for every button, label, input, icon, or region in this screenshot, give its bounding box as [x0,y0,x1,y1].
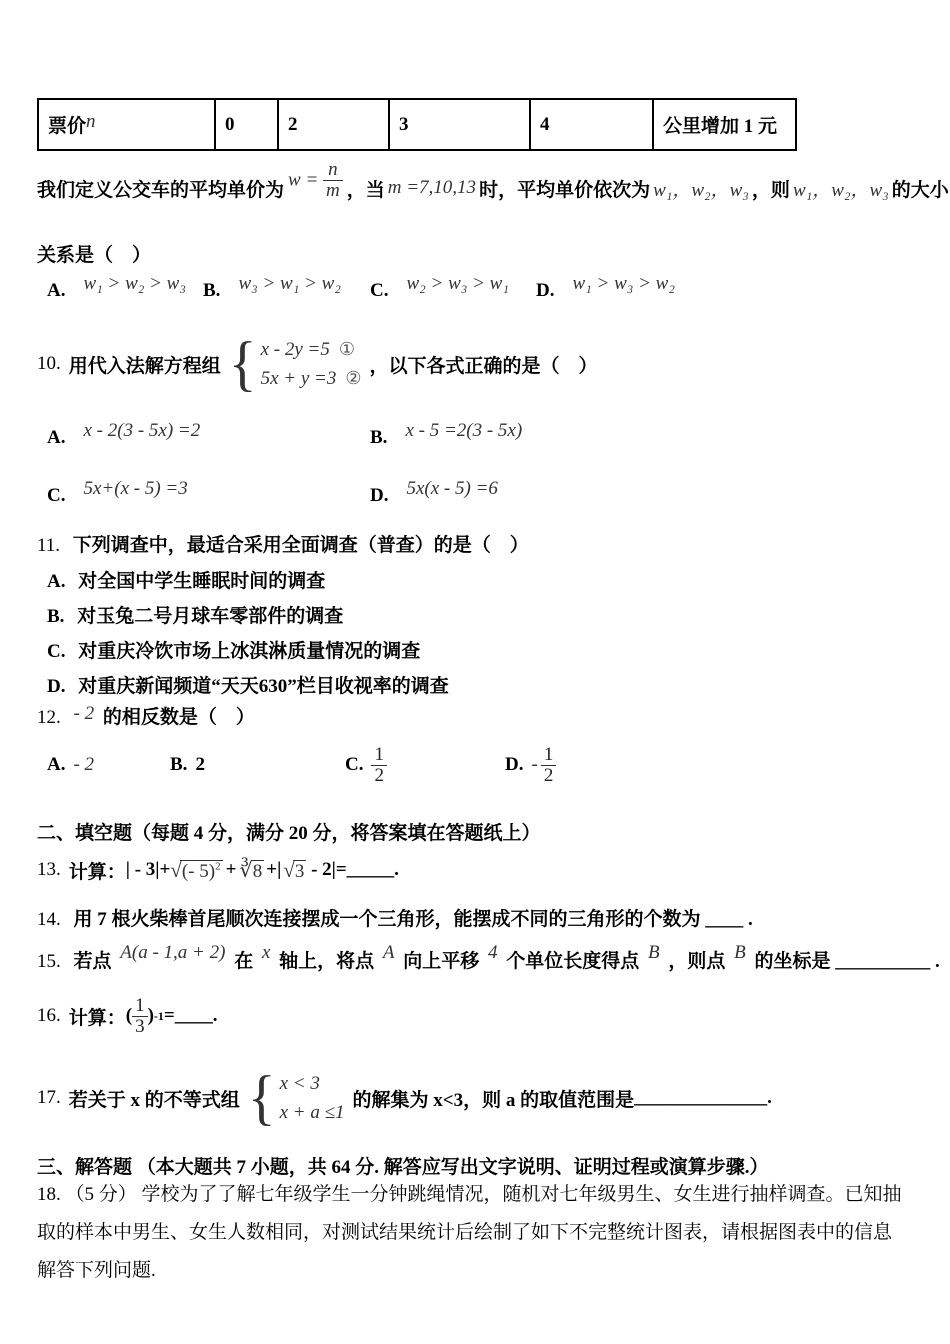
q13-rad2-content: 8 [252,860,263,882]
q16-equals: = [163,1005,175,1026]
q12-option-a-value: - 2 [73,754,95,775]
q12-number: 12. [37,707,61,728]
q11-option-b [37,601,910,628]
q9-formula-w [288,160,343,201]
q10-option-b-label: B. [370,427,388,448]
q15-text: 若点 [73,951,112,972]
fare-table-cell-0 [215,99,278,150]
fare-table-cell-2 [389,99,530,150]
question-11-stem [37,530,910,557]
left-brace: { [247,1063,276,1132]
q10-option-d-formula: 5x(x - 5) =6 [406,478,498,499]
q15-text: 个单位长度得点 [506,951,640,972]
q12-option-d-num: 1 [541,745,557,766]
q12-option-d-sign: - [531,754,538,775]
q11-option-d [37,671,910,698]
q9-text: 关系是（ ） [37,245,152,266]
q9-option-a-label: A. [47,280,66,301]
question-13 [37,848,910,892]
q17-ineq2: x + a ≤1 [279,1101,345,1123]
q16-frac-num: 1 [132,996,148,1017]
q13-sqrt-3 [283,858,306,883]
q17-inequality-system [247,1063,345,1132]
q16-frac-den: 3 [135,1015,145,1037]
q9-w-sequence: w₁，w₂，w₃ [792,179,889,201]
q10-option-a-formula: x - 2(3 - 5x) =2 [83,420,201,441]
q12-option-a-label: A. [47,754,66,775]
q15-text: 向上平移 [403,951,480,972]
q9-fraction-n-over-m [323,160,343,201]
q13-part: +| [266,859,282,880]
q12-option-d-fraction [541,745,557,786]
q10-option-a-label: A. [47,427,66,448]
question-14 [37,904,910,931]
section-3-header [37,1152,910,1179]
q11-option-d-label: D. [47,676,66,697]
q10-option-c-label: C. [47,485,66,506]
question-9-line2 [37,240,910,267]
q11-option-c-label: C. [47,641,66,662]
q15-shift-amount: 4 [488,942,498,963]
q10-equation-system [228,329,362,398]
q10-option-d-label: D. [370,485,389,506]
fare-cell-value: 2 [288,113,298,135]
q9-option-c-formula: w₂ > w₃ > w₁ [406,273,509,294]
fare-label: 票价 [48,116,87,137]
q16-exponent: -1 [153,1008,164,1023]
q9-w-sequence: w₁，w₂，w₃ [653,179,749,201]
q13-plus: + [225,859,237,880]
q9-frac-denominator: m [326,179,340,201]
q17-text: 若关于 x 的不等式组 [68,1089,240,1111]
question-12-options [37,736,910,794]
q11-option-c-text: 对重庆冷饮市场上冰淇淋质量情况的调查 [78,641,421,662]
q11-option-a-label: A. [47,571,66,592]
q12-value: - 2 [73,703,95,724]
q9-option-d-label: D. [536,280,555,301]
q10-option-b [370,420,910,449]
q10-eq1: x - 2y =5 [260,338,330,360]
q10-number: 10. [37,353,61,374]
q15-number: 15. [37,951,61,972]
q14-text: 用 7 根火柴棒首尾顺次连接摆成一个三角形，能摆成不同的三角形的个数为 [73,909,701,930]
q10-option-d [370,478,910,507]
q11-option-b-text: 对玉兔二号月球车零部件的调查 [77,606,344,627]
q16-fraction-one-third [132,996,148,1037]
q10-option-a [37,420,370,449]
q9-option-a [37,273,203,302]
q9-text: 的大小 [891,179,949,201]
fare-var: n [86,111,96,132]
q12-option-c-label: C. [345,754,364,775]
q9-option-b-formula: w₃ > w₁ > w₂ [238,273,341,294]
q9-text: 时，平均单价依次为 [479,179,651,201]
fare-table-wrap [37,98,910,151]
q10-option-c-formula: 5x+(x - 5) =3 [83,478,188,499]
q9-option-a-formula: w₁ > w₂ > w₃ [83,273,186,294]
left-brace: { [228,329,257,398]
question-18 [37,1176,910,1290]
q15-point-a-ref: A [382,942,395,963]
q12-option-a [37,754,170,776]
q17-text: 的解集为 x<3，则 a 的取值范围是 [352,1089,635,1111]
fare-cell-value: 0 [225,113,235,135]
question-12-stem [37,702,910,729]
q9-w-equals: w = [288,169,319,191]
q9-option-b-label: B. [203,280,221,301]
q10-text: ，以下各式正确的是（ ） [369,355,598,377]
q9-m-values: m =7,10,13 [387,177,477,198]
q12-option-d [505,745,910,786]
q9-text: ，当 [346,179,385,201]
fare-table [37,98,797,151]
q15-point-b: B [648,942,660,963]
q17-inequalities [280,1073,345,1124]
q10-text: 用代入法解方程组 [68,355,221,377]
q17-period: . [767,1087,772,1108]
q12-option-d-label: D. [505,754,524,775]
q9-option-d [536,273,910,302]
q11-number: 11. [37,535,61,556]
q11-text: 下列调查中，最适合采用全面调查（普查）的是（ ） [72,535,529,556]
q10-equation-2 [261,368,362,390]
question-10-options-row1 [37,418,910,458]
q12-text: 的相反数是（ ） [102,707,255,728]
q13-rad3-content: 3 [294,860,305,882]
fare-cell-value: 3 [399,113,409,135]
circled-1-icon: ① [338,339,356,359]
question-10-stem [37,329,910,398]
q11-option-a-text: 对全国中学生睡眠时间的调查 [78,571,326,592]
fare-table-cell-3 [530,99,653,150]
q10-eq2: 5x + y =3 [260,367,337,389]
q12-option-c-fraction [371,745,387,786]
question-9-options [37,272,910,310]
fare-table-cell-label [38,99,215,150]
q15-answer-blank: __________ [835,951,931,972]
q16-number: 16. [37,1005,61,1026]
q17-ineq1: x < 3 [279,1072,320,1094]
q17-number: 17. [37,1087,61,1108]
circled-2-icon: ② [345,368,362,388]
q15-point-a: A(a - 1,a + 2) [120,942,226,963]
q14-answer-blank: ____ [705,909,744,930]
fare-cell-value: 公里增加 1 元 [663,116,778,137]
q18-text: 学校为了了解七年级学生一分钟跳绳情况，随机对七年级男生、女生进行抽样调查。已知抽取的样本中男生、女生人数相同，对测试结果统计后绘制了如下不完整统计图表，请根据图表中的信息解答下列问题. [37,1184,902,1281]
fare-table-row [38,99,796,150]
q10-equations [261,339,362,390]
section-3-title: 三、解答题 （本大题共 7 小题，共 64 分. 解答应写出文字说明、证明过程或演算步骤.） [37,1157,769,1178]
radical-sign: ∛ [239,857,253,882]
q11-option-c [37,636,910,663]
q11-option-a [37,566,910,593]
q16-answer-blank: ____ [174,1005,213,1026]
q9-frac-numerator: n [323,160,343,181]
fare-table-cell-1 [278,99,389,150]
question-17 [37,1063,910,1132]
q15-x-axis-var: x [261,942,271,963]
q13-answer-blank: _____ [346,859,395,880]
q12-option-c-den: 2 [374,764,384,786]
fare-table-cell-4 [653,99,796,150]
q14-number: 14. [37,909,61,930]
q15-point-b-ref: B [734,942,746,963]
q13-rad1-exponent: 2 [215,860,221,873]
q18-score: （5 分） [65,1184,137,1205]
q10-equation-1 [261,339,362,361]
q10-option-c [37,478,370,507]
q11-option-b-label: B. [47,606,65,627]
q15-period: . [935,951,940,972]
q16-open-paren: ( [125,1005,133,1026]
q11-option-d-text: 对重庆新闻频道“天天630”栏目收视率的调查 [78,676,449,697]
section-2-title: 二、填空题（每题 4 分，满分 20 分，将答案填在答题纸上） [37,823,541,844]
q12-option-b-label: B. [170,754,188,775]
q13-number: 13. [37,859,61,880]
q13-sqrt-neg5-squared [170,858,222,883]
q15-text: 的坐标是 [754,951,831,972]
q13-part: | - 3|+ [125,859,171,880]
q14-period: . [748,909,753,930]
q12-option-b [170,754,345,776]
q9-text: ，则 [751,179,790,201]
q9-option-c-label: C. [370,280,389,301]
q15-text: 在 [234,951,254,972]
q12-option-c [345,745,505,786]
q9-text: 我们定义公交车的平均单价为 [37,179,285,201]
radical-sign: √ [170,857,182,882]
q13-period: . [394,859,399,880]
q10-option-b-formula: x - 5 =2(3 - 5x) [405,420,523,441]
q16-period: . [212,1005,218,1026]
q18-number: 18. [37,1184,61,1205]
q16-label: 计算： [68,1007,126,1029]
q16-close-paren: ) [147,1005,154,1026]
q13-part: - 2|= [306,859,347,880]
q13-label: 计算： [68,861,126,883]
q13-rad1-content: (- 5) [181,860,216,882]
q9-option-b [203,273,370,302]
fare-cell-value: 4 [540,113,550,135]
q9-option-c [370,273,536,302]
q12-option-b-value: 2 [195,754,205,775]
q15-text: 轴上，将点 [279,951,375,972]
q15-text: ，则点 [668,951,726,972]
radical-sign: √ [283,857,295,882]
q17-answer-blank: ______________ [634,1087,768,1108]
q12-option-d-den: 2 [543,764,554,786]
q12-option-c-num: 1 [371,745,387,766]
question-16 [37,990,910,1042]
section-2-header [37,818,910,845]
question-10-options-row2 [37,476,910,516]
q13-cbrt-8 [239,858,264,883]
q9-option-d-formula: w₁ > w₃ > w₂ [572,273,675,294]
question-15 [37,942,940,973]
question-9-intro [37,158,949,210]
